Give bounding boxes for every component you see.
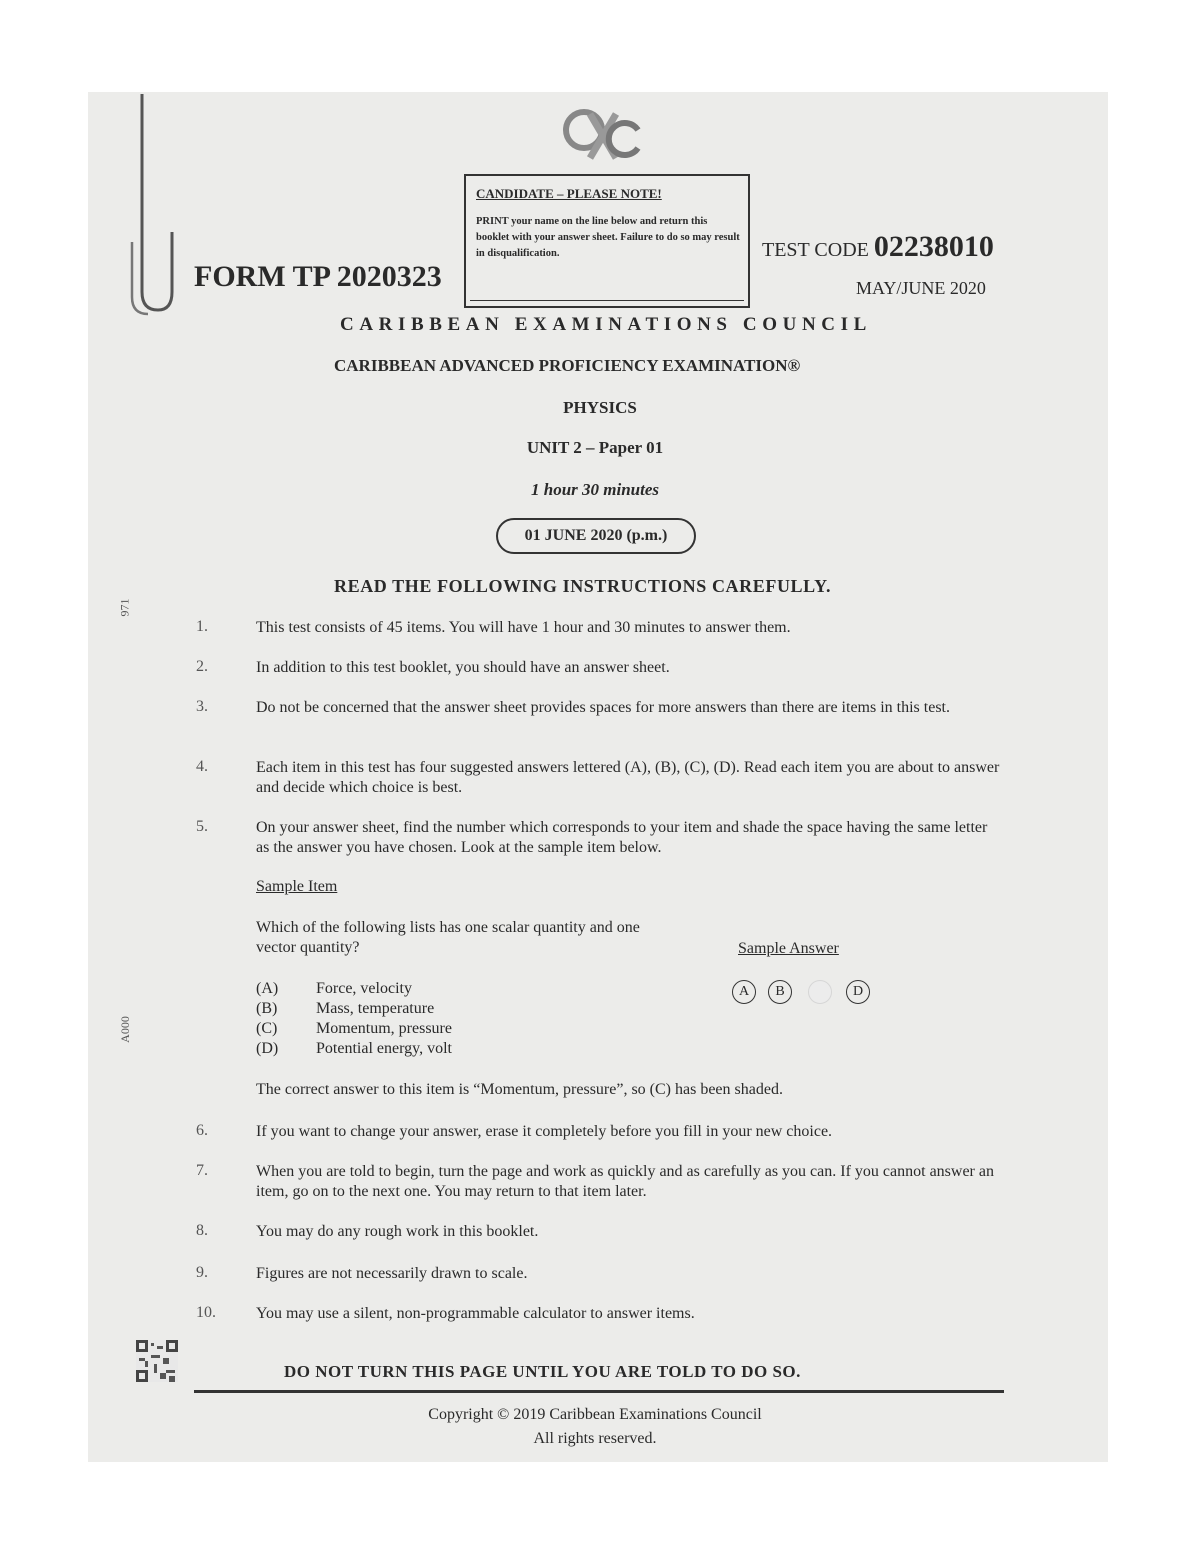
notice-body: PRINT your name on the line below and return this booklet with your answer sheet. Failure to do so may result in disqualification. xyxy=(476,216,740,259)
instruction-number: 10. xyxy=(196,1304,216,1321)
option-letter: (C) xyxy=(256,1020,278,1037)
candidate-notice-box xyxy=(464,174,750,308)
option-letter: (A) xyxy=(256,980,279,997)
side-mark-top: 971 xyxy=(117,598,132,617)
test-code-label: TEST CODE xyxy=(762,239,869,261)
paper-clip-icon xyxy=(118,92,178,317)
sample-question: Which of the following lists has one scalar quantity and one vector quantity? xyxy=(256,919,640,956)
instruction-number: 4. xyxy=(196,758,208,775)
instruction-text: Do not be concerned that the answer sheet provides spaces for more answers than there are items in this test. xyxy=(256,699,950,716)
test-code xyxy=(762,230,994,264)
subject-title: PHYSICS xyxy=(563,398,637,417)
instruction-text: On your answer sheet, find the number which corresponds to your item and shade the space having the same letter as the answer you have chosen. Look at the sample item below. xyxy=(256,819,988,856)
rights-notice: All rights reserved. xyxy=(533,1430,657,1447)
sample-item-heading: Sample Item xyxy=(256,878,338,895)
sample-answer-heading: Sample Answer xyxy=(738,940,839,957)
instruction-text: When you are told to begin, turn the page and work as quickly and as carefully as you can. If you cannot answer an item, go on to the next one. You may return to that item later. xyxy=(256,1163,994,1200)
exam-session: MAY/JUNE 2020 xyxy=(856,278,986,298)
qr-code-icon xyxy=(136,1340,178,1382)
option-text: Potential energy, volt xyxy=(316,1040,452,1057)
answer-bubble-b: B xyxy=(768,980,792,1004)
do-not-turn-warning: DO NOT TURN THIS PAGE UNTIL YOU ARE TOLD TO DO SO. xyxy=(284,1362,801,1381)
instruction-text: You may do any rough work in this booklet. xyxy=(256,1223,539,1240)
exam-name: CARIBBEAN ADVANCED PROFICIENCY EXAMINATION® xyxy=(334,356,801,375)
cxc-logo-icon xyxy=(560,100,644,170)
instruction-number: 1. xyxy=(196,618,208,635)
instruction-number: 5. xyxy=(196,818,208,835)
option-text: Momentum, pressure xyxy=(316,1020,452,1037)
side-mark-bottom: A000 xyxy=(117,1016,132,1043)
notice-title: CANDIDATE – PLEASE NOTE! xyxy=(476,186,662,201)
instruction-text: If you want to change your answer, erase it completely before you fill in your new choice. xyxy=(256,1123,833,1140)
answer-bubble-a: A xyxy=(732,980,756,1004)
form-number: FORM TP 2020323 xyxy=(194,260,442,293)
instruction-number: 8. xyxy=(196,1222,208,1239)
instruction-text: In addition to this test booklet, you should have an answer sheet. xyxy=(256,659,670,676)
answer-bubble-c-shaded xyxy=(808,980,832,1004)
instruction-number: 9. xyxy=(196,1264,208,1281)
option-text: Force, velocity xyxy=(316,980,412,997)
copyright-notice: Copyright © 2019 Caribbean Examinations Council xyxy=(428,1406,762,1423)
candidate-name-line xyxy=(470,300,744,301)
unit-title: UNIT 2 – Paper 01 xyxy=(526,438,664,457)
sample-explanation: The correct answer to this item is “Momentum, pressure”, so (C) has been shaded. xyxy=(256,1081,783,1098)
instruction-number: 2. xyxy=(196,658,208,675)
exam-duration: 1 hour 30 minutes xyxy=(530,480,659,499)
exam-date: 01 JUNE 2020 (p.m.) xyxy=(496,518,696,554)
option-letter: (D) xyxy=(256,1040,279,1057)
option-letter: (B) xyxy=(256,1000,278,1017)
answer-bubble-d: D xyxy=(846,980,870,1004)
instruction-number: 7. xyxy=(196,1162,208,1179)
council-name: CARIBBEAN EXAMINATIONS COUNCIL xyxy=(340,314,872,335)
instruction-text: Each item in this test has four suggested answers lettered (A), (B), (C), (D). Read each item you are about to answer and decide which choice is best. xyxy=(256,759,1000,796)
instruction-text: Figures are not necessarily drawn to scale. xyxy=(256,1265,528,1282)
test-code-number: 02238010 xyxy=(873,230,994,263)
instruction-number: 3. xyxy=(196,698,208,715)
footer-divider xyxy=(194,1390,1004,1393)
option-text: Mass, temperature xyxy=(316,1000,435,1017)
instructions-heading: READ THE FOLLOWING INSTRUCTIONS CAREFULLY. xyxy=(334,576,832,596)
instruction-text: You may use a silent, non-programmable calculator to answer items. xyxy=(256,1305,695,1322)
instruction-text: This test consists of 45 items. You will have 1 hour and 30 minutes to answer them. xyxy=(256,619,791,636)
instruction-number: 6. xyxy=(196,1122,208,1139)
